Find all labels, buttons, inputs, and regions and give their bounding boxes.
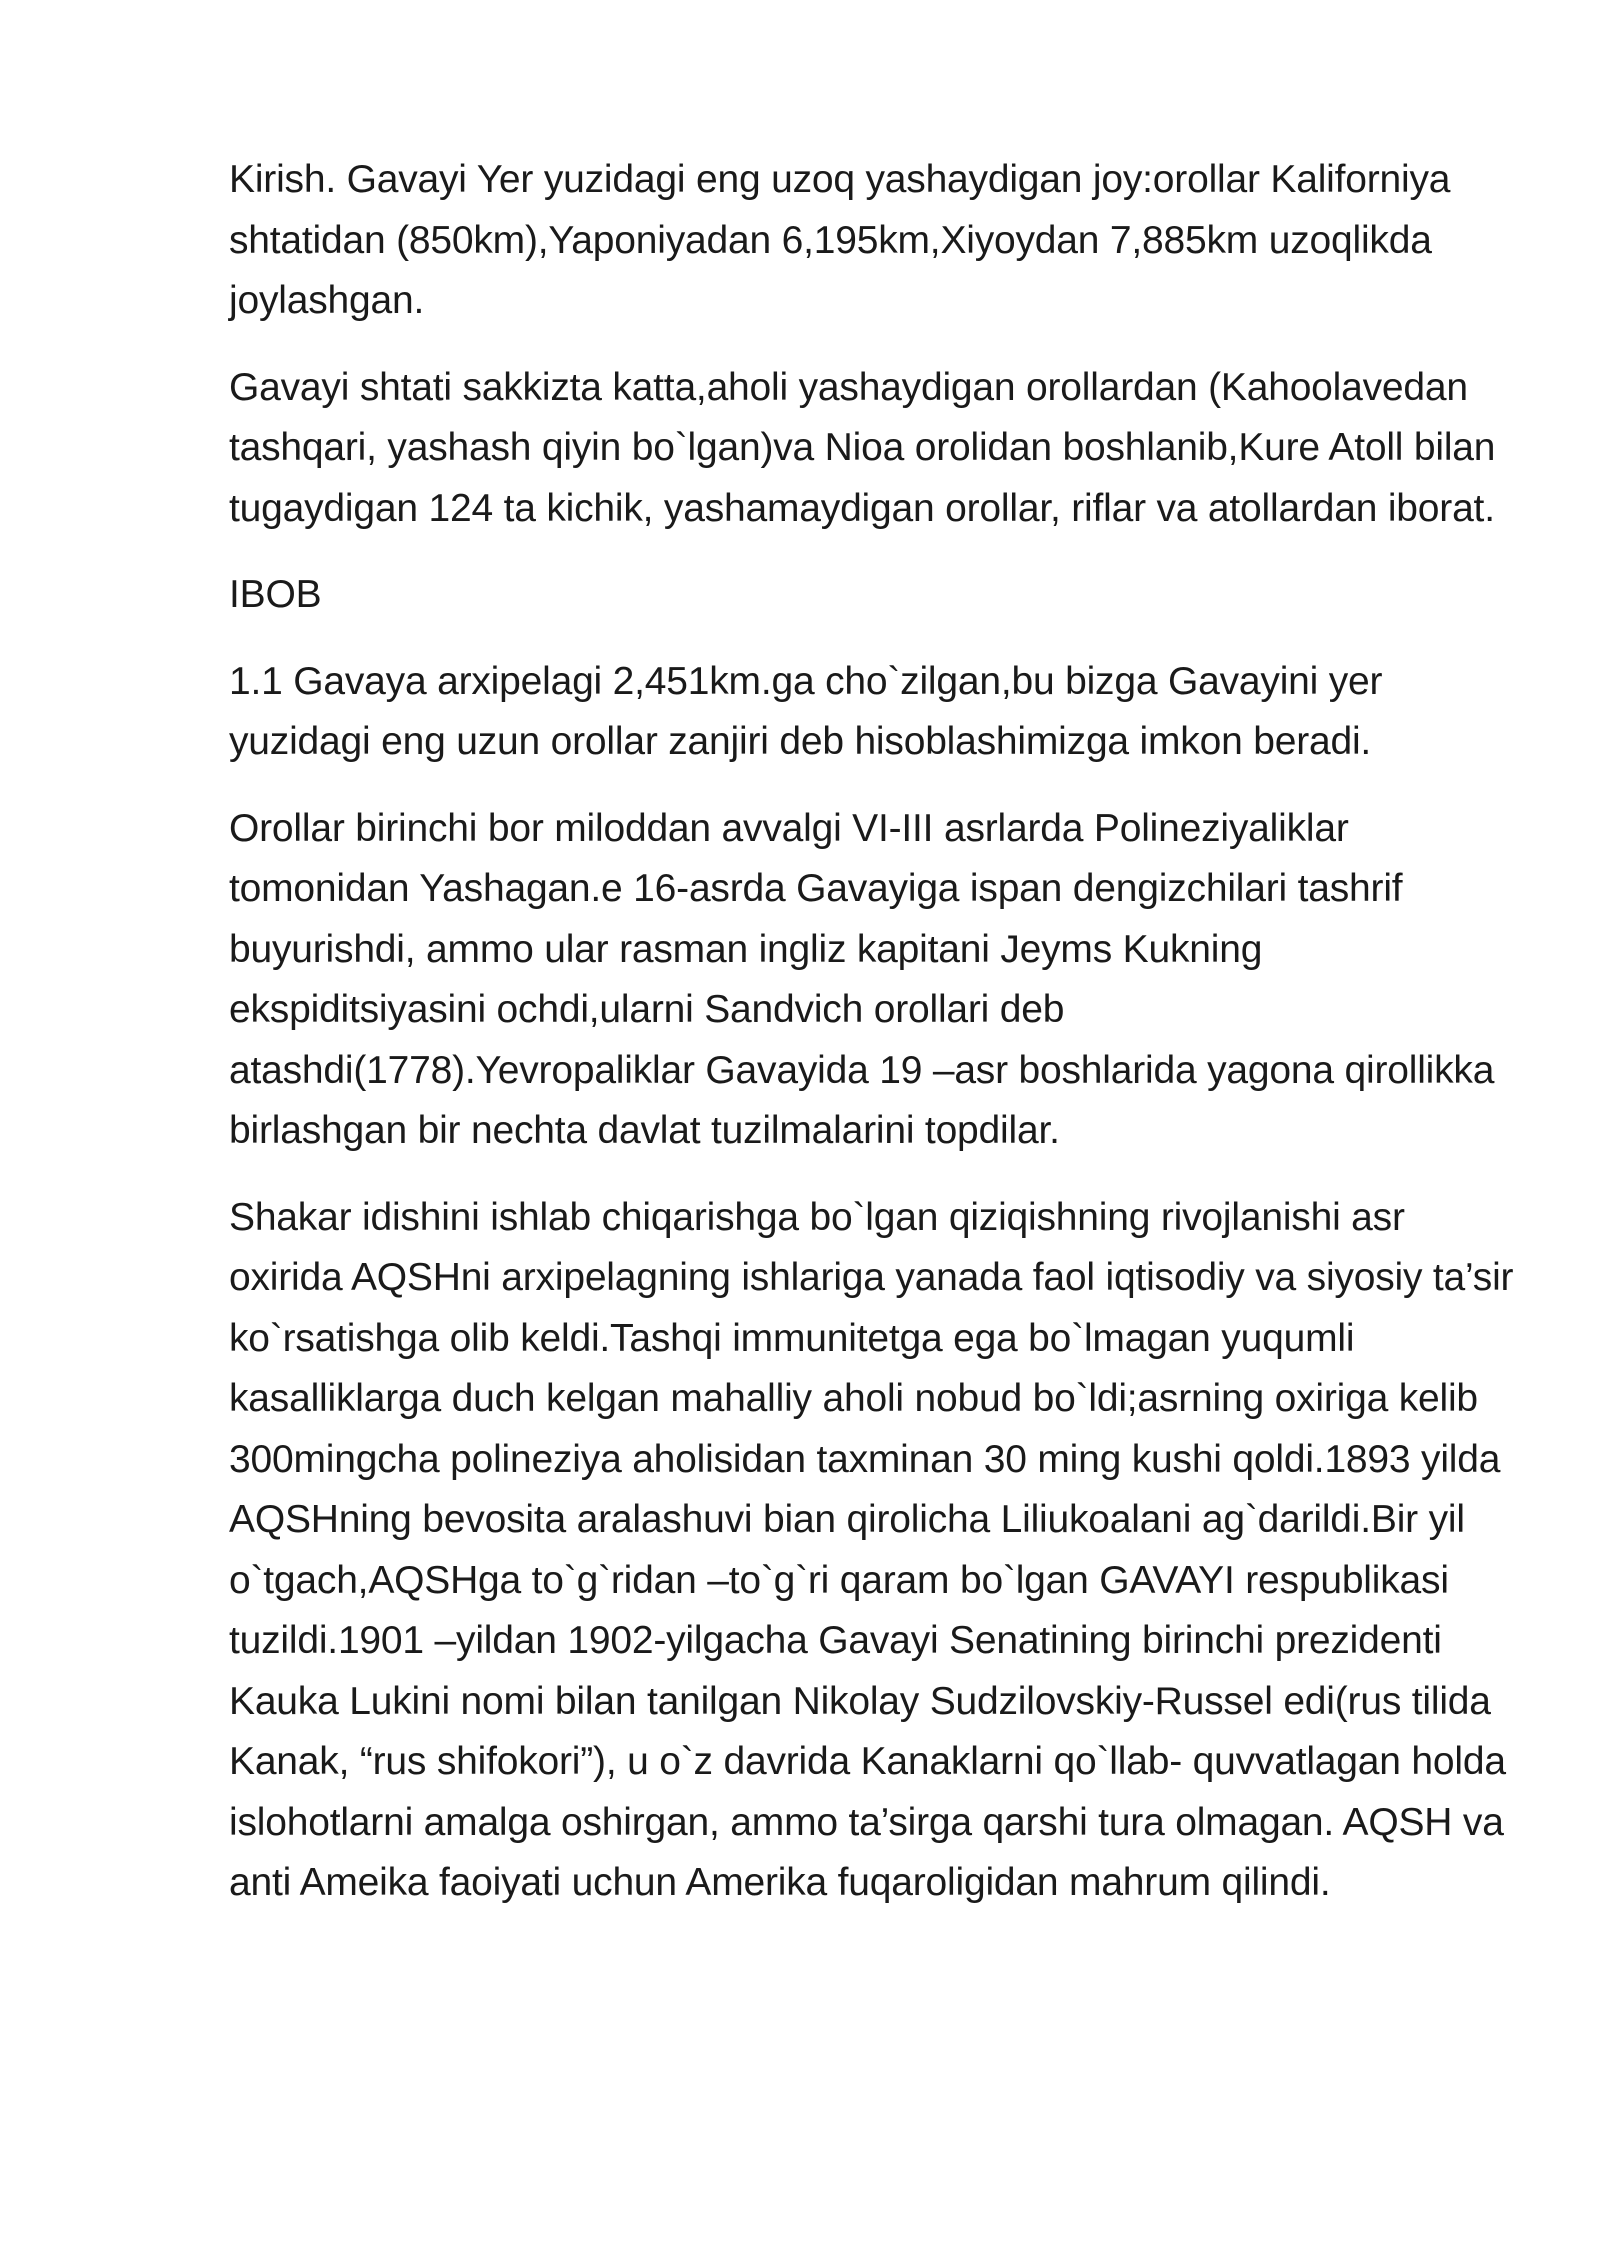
paragraph-archipelago-length: 1.1 Gavaya arxipelagi 2,451km.ga cho`zilgan,bu bizga Gavayini yer yuzidagi eng uzun orollar zanjiri deb hisoblashimizga imkon beradi. bbox=[229, 659, 1383, 763]
paragraph-early-history: Orollar birinchi bor miloddan avvalgi VI-III asrlarda Polineziyaliklar tomonidan Yashagan.e 16-asrda Gavayiga ispan dengizchilari tashrif buyurishdi, ammo ular rasman ingliz kapitani Jeyms Kukning ekspiditsiyasini ochdi,ularni Sandvich orollari deb atashdi(1778).Yevropaliklar Gavayida 19 –asr boshlarida yagona qirollikka birlashgan bir nechta davlat tuzilmalarini topdilar. bbox=[229, 806, 1495, 1152]
paragraph-islands-composition: Gavayi shtati sakkizta katta,aholi yashaydigan orollardan (Kahoolavedan tashqari, yashash qiyin bo`lgan)va Nioa orolidan boshlanib,Kure Atoll bilan tugaydigan 124 ta kichik, yashamaydigan orollar, riflar va atollardan iborat. bbox=[229, 365, 1496, 530]
paragraph-introduction: Kirish. Gavayi Yer yuzidagi eng uzoq yashaydigan joy:orollar Kaliforniya shtatidan (850km),Yaponiyadan 6,195km,Xiyoydan 7,885km uzoqlikda joylashgan. bbox=[229, 158, 1451, 322]
paragraph-later-history: Shakar idishini ishlab chiqarishga bo`lgan qiziqishning rivojlanishi asr oxirida AQSHni arxipelagning ishlariga yanada faol iqtisodiy va siyosiy ta’sir ko`rsatishga olib keldi.Tashqi immunitetga ega bo`lmagan yuqumli kasalliklarga duch kelgan mahalliy aholi nobud bo`ldi;asrning oxiriga kelib 300mingcha polineziya aholisidan taxminan 30 ming kushi qoldi.1893 yilda AQSHning bevosita aralashuvi bian qirolicha Liliukoalani ag`darildi.Bir yil o`tgach,AQSHga to`g`ridan –to`g`ri qaram bo`lgan GAVAYI respublikasi tuzildi.1901 –yildan 1902-yilgacha Gavayi Senatining birinchi prezidenti Kauka Lukini nomi bilan tanilgan Nikolay Sudzilovskiy-Russel edi(rus tilida Kanak, “rus shifokori”), u o`z davrida Kanaklarni qo`llab- quvvatlagan holda islohotlarni amalga oshirgan, ammo ta’sirga qarshi tura olmagan. AQSH va anti Ameika faoiyati uchun Amerika fuqaroligidan mahrum qilindi. bbox=[229, 1195, 1514, 1904]
chapter-heading: IBOB bbox=[229, 573, 322, 616]
document-body bbox=[229, 150, 1519, 1940]
